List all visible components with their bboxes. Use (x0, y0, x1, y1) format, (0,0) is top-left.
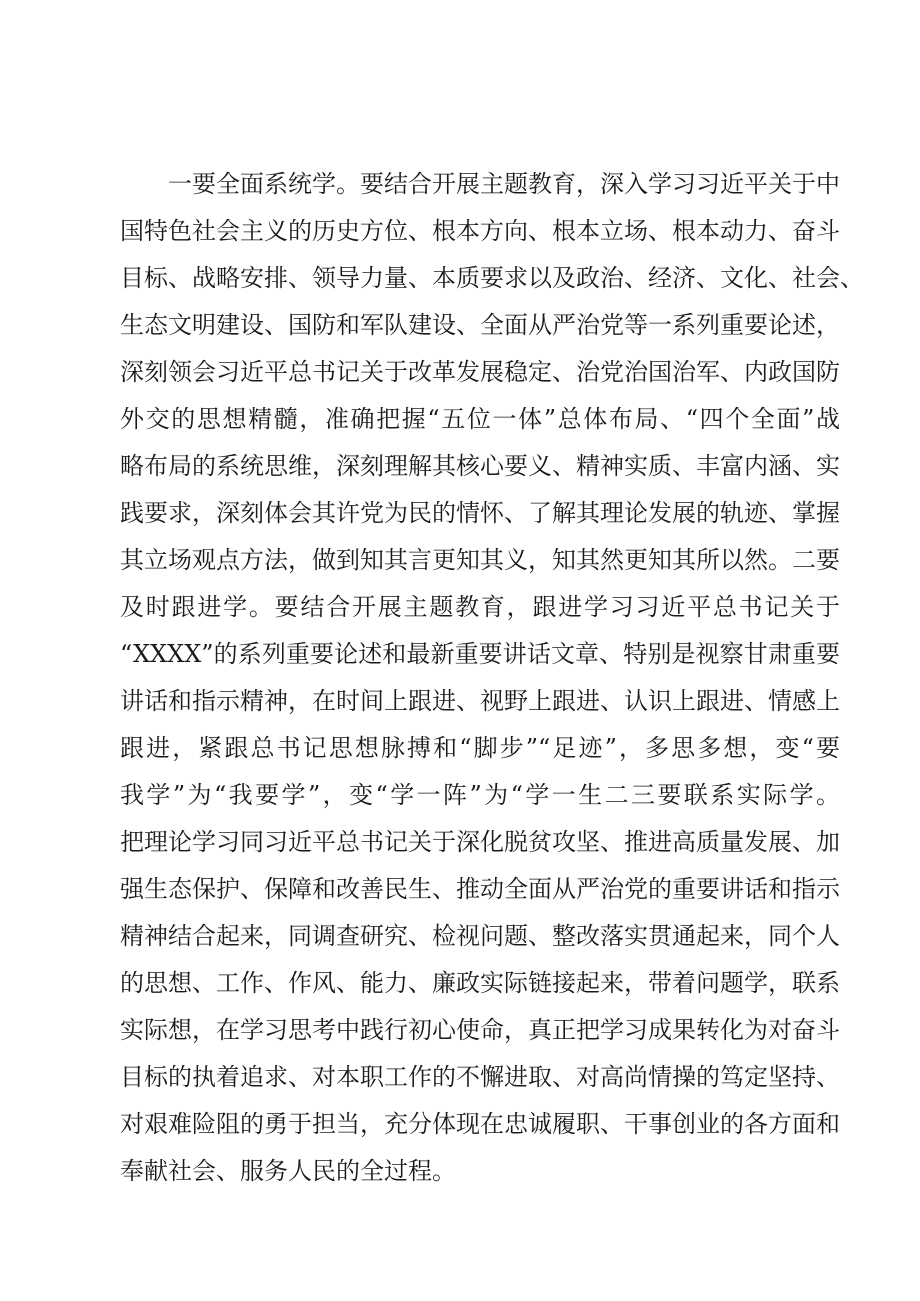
paragraph-line: 外交的思想精髓，准确把握“五位一体”总体布局、“四个全面”战 (120, 405, 840, 433)
paragraph-line: 一要全面系统学。要结合开展主题教育，深入学习习近平关于中 (168, 170, 840, 198)
paragraph-line: 践要求，深刻体会其许党为民的情怀、了解其理论发展的轨迹、掌握 (120, 499, 840, 527)
paragraph-line: 生态文明建设、国防和军队建设、全面从严治党等一系列重要论述， (120, 311, 840, 339)
paragraph-line: 及时跟进学。要结合开展主题教育，跟进学习习近平总书记关于 (120, 593, 840, 621)
paragraph-line: 对艰难险阻的勇于担当，充分体现在忠诚履职、干事创业的各方面和 (120, 1110, 840, 1138)
body-paragraph (120, 161, 864, 1195)
paragraph-line: 我学”为“我要学”，变“学一阵”为“学一生二三要联系实际学。 (120, 781, 840, 809)
paragraph-line: 的思想、工作、作风、能力、廉政实际链接起来，带着问题学，联系 (120, 969, 840, 997)
paragraph-line: 深刻领会习近平总书记关于改革发展稳定、治党治国治军、内政国防 (120, 358, 840, 386)
paragraph-line: 目标、战略安排、领导力量、本质要求以及政治、经济、文化、社会、 (120, 264, 864, 292)
paragraph-line: 讲话和指示精神，在时间上跟进、视野上跟进、认识上跟进、情感上 (120, 687, 840, 715)
paragraph-line: 跟进，紧跟总书记思想脉搏和“脚步”“足迹”，多思多想，变“要 (120, 734, 840, 762)
paragraph-line: 把理论学习同习近平总书记关于深化脱贫攻坚、推进高质量发展、加 (120, 828, 840, 856)
paragraph-line: “XXXX”的系列重要论述和最新重要讲话文章、特别是视察甘肃重要 (120, 640, 840, 668)
paragraph-line: 实际想，在学习思考中践行初心使命，真正把学习成果转化为对奋斗 (120, 1016, 840, 1044)
paragraph-line: 目标的执着追求、对本职工作的不懈进取、对高尚情操的笃定坚持、 (120, 1063, 840, 1091)
paragraph-line: 强生态保护、保障和改善民生、推动全面从严治党的重要讲话和指示 (120, 875, 840, 903)
paragraph-line: 其立场观点方法，做到知其言更知其义，知其然更知其所以然。二要 (120, 546, 840, 574)
paragraph-line: 奉献社会、服务人民的全过程。 (120, 1157, 456, 1185)
paragraph-line: 略布局的系统思维，深刻理解其核心要义、精神实质、丰富内涵、实 (120, 452, 840, 480)
paragraph-line: 精神结合起来，同调查研究、检视问题、整改落实贯通起来，同个人 (120, 922, 840, 950)
paragraph-line: 国特色社会主义的历史方位、根本方向、根本立场、根本动力、奋斗 (120, 217, 840, 245)
